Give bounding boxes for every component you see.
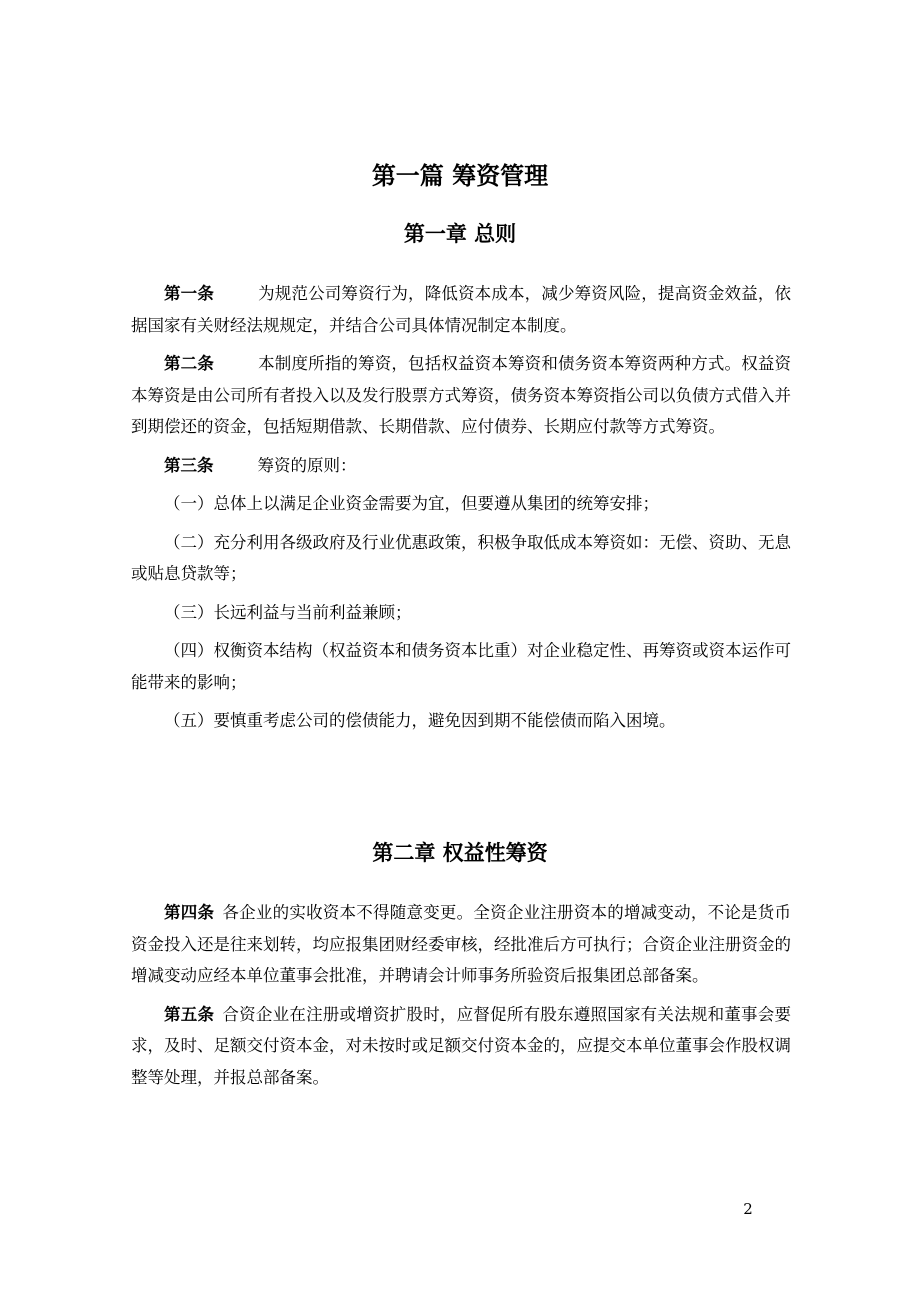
article-3 [131, 450, 791, 482]
principle-item: （五）要慎重考虑公司的偿债能力，避免因到期不能偿债而陷入困境。 [164, 711, 676, 730]
part-title: 第一篇 筹资管理 [371, 162, 549, 190]
article-number: 第二条 [164, 354, 214, 373]
chapter-1-title: 第一章 总则 [403, 222, 517, 246]
article-text: 各企业的实收资本不得随意变更。全资企业注册资本的增减变动，不论是货币资金投入还是往来划转，均应报集团财经委审核，经批准后方可执行；合资企业注册资金的增减变动应经本单位董事会批准，并聘请会计师事务所验资后报集团总部备案。 [131, 903, 792, 985]
article-1 [131, 278, 791, 341]
chapter-1-body [131, 278, 791, 744]
principle-item: （二）充分利用各级政府及行业优惠政策，积极争取低成本筹资如：无偿、资助、无息或贴息贷款等； [131, 532, 791, 583]
article-text: 筹资的原则： [257, 455, 357, 475]
principle-item: （四）权衡资本结构（权益资本和债务资本比重）对企业稳定性、再筹资或资本运作可能带来的影响； [131, 641, 791, 692]
article-text: 合资企业在注册或增资扩股时，应督促所有股东遵照国家有关法规和董事会要求，及时、足额交付资本金，对未按时或足额交付资本金的，应提交本单位董事会作股权调整等处理，并报总部备案。 [131, 1004, 792, 1087]
article-number: 第三条 [164, 455, 214, 475]
principle-item: （三）长远利益与当前利益兼顾； [164, 602, 412, 622]
principle-item: （一）总体上以满足企业资金需要为宜，但要遵从集团的统筹安排； [164, 494, 659, 513]
article-number: 第一条 [164, 284, 214, 303]
article-number: 第五条 [164, 1004, 215, 1024]
article-number: 第四条 [164, 903, 215, 922]
article-4 [131, 897, 791, 992]
chapter-2-title: 第二章 权益性筹资 [372, 841, 548, 865]
chapter-2-body [131, 897, 791, 1100]
article-text: 本制度所指的筹资，包括权益资本筹资和债务资本筹资两种方式。权益资本筹资是由公司所有者投入以及发行股票方式筹资，债务资本筹资指公司以负债方式借入并到期偿还的资金，包括短期借款、长期借款、应付债券、长期应付款等方式筹资。 [131, 354, 792, 436]
article-2 [131, 348, 791, 443]
page-number: 2 [743, 1200, 753, 1218]
article-5 [131, 999, 791, 1094]
article-text: 为规范公司筹资行为，降低资本成本，减少筹资风险，提高资金效益，依据国家有关财经法规规定，并结合公司具体情况制定本制度。 [131, 284, 792, 335]
